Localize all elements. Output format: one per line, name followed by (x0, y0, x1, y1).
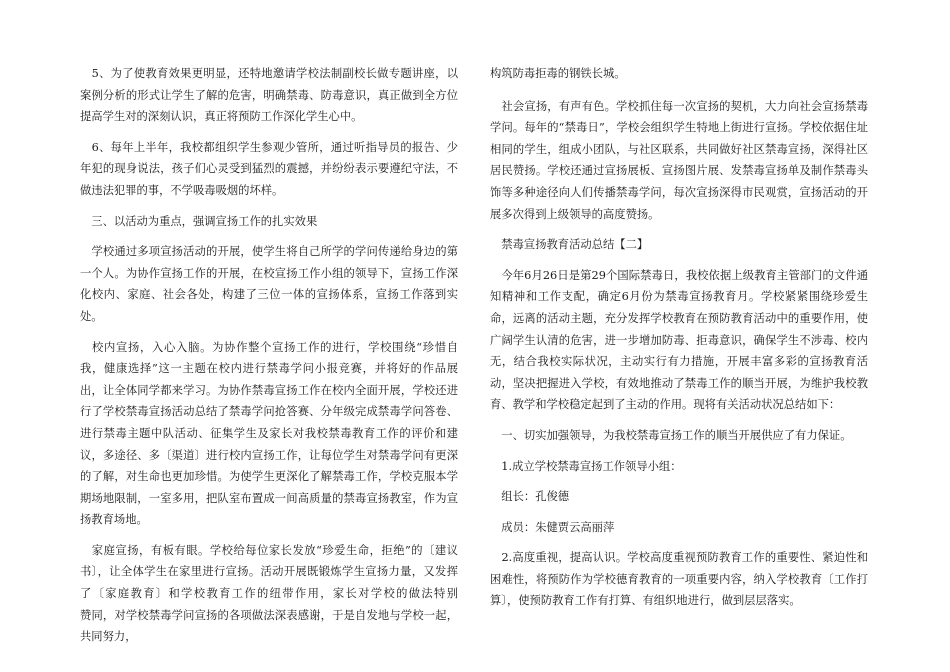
paragraph-family-publicity: 家庭宣扬，有板有眼。学校给每位家长发放“珍爱生命，拒绝”的〔建议书〕，让全体学生在家里进行宣扬。活动开展既锻炼学生宣扬力量，又发挥了〔家庭教育〕和学校教育工作的纽带作用，家长对学校的做法特别 赞同，对学校禁毒学问宣扬的各项做法深表感谢，于是自发地与学校一起，共同努力， (80, 543, 492, 644)
left-column (80, 63, 492, 648)
section-title-summary-2: 禁毒宣扬教育活动总结【二】 (490, 238, 649, 252)
list-item-group-members: 成员：朱健贾云高丽萍 (490, 520, 615, 534)
paragraph-social-publicity: 社会宣扬，有声有色。学校抓住每一次宣扬的契机，大力向社会宣扬禁毒学问。每年的“禁毒日”，学校会组织学生特地上街进行宣扬。学校依据住址相同的学生，组成小团队，与社区联系，共同做好社区禁毒宣扬，深得社区居民赞扬。学校还通过宣扬展板、宣扬图片展、发禁毒宣扬单及制作禁毒头饰等多种途径向人们传播禁毒学问，每次宣扬深得市民观赏，宣扬活动的开展多次得到上级领导的高度赞扬。 (490, 99, 868, 221)
list-item-group-leader: 组长：孔俊德 (490, 490, 570, 504)
right-column (490, 63, 868, 612)
paragraph-summary-intro: 今年6月26日是第29个国际禁毒日，我校依据上级教育主管部门的文件通知精神和工作支配，确定6月份为禁毒宣扬教育月。学校紧紧围绕珍爱生命，远离的活动主题，充分发挥学校教育在预防教育活动中的重要作用，使广阔学生认清的危害，进一步增加防毒、拒毒意识，确保学生不涉毒、校内无，结合我校实际状况，主动实行有力措施，开展丰富多彩的宣扬教育活动，坚决把握进入学校，有效地推动了禁毒工作的顺当开展，为维护我校教育、教学和学校稳定起到了主动的作用。现将有关活动状况总结如下： (490, 268, 868, 412)
section-heading-1: 一、切实加强领导，为我校禁毒宣扬工作的顺当开展供应了有力保证。 (490, 428, 852, 442)
paragraph-item-5: 5、为了使教育效果更明显，还特地邀请学校法制副校长做专题讲座，以案例分析的形式让学生了解的危害，明确禁毒、防毒意识，真正做到全方位提高学生对的深刻认识，真正将预防工作深化学生心中。 (80, 67, 458, 124)
paragraph-attention: 2.高度重视，提高认识。学校高度重视预防教育工作的重要性、紧迫性和困难性，将预防作为学校德育教育的一项重要内容，纳入学校教育〔工作打算〕，使预防教育工作有打算、有组织地进行，做到层层落实。 (490, 551, 868, 608)
section-heading-3: 三、以活动为重点，强调宣扬工作的扎实效果 (80, 214, 318, 228)
paragraph-campus-publicity: 校内宣扬，入心入脑。为协作整个宣扬工作的进行，学校围绕“珍惜自我，健康选择”这一主题在校内进行禁毒学问小报竞赛，并将好的作品展出，让全体同学都来学习。为协作禁毒宣扬工作在校内全面开展，学校还进行了学校禁毒宣扬活动总结了禁毒学问抢答赛、分年级完成禁毒学问答卷、进行禁毒主题中队活动、征集学生及家长对我校禁毒教育工作的评价和建议，多途径、多〔渠道〕进行校内宣扬工作，让每位学生对禁毒学问有更深的了解，对生命也更加珍惜。为使学生更深化了解禁毒工作，学校克服本学期场地限制，一室多用，把队室布置成一间高质量的禁毒宣扬教室，作为宣扬教育场地。 (80, 340, 458, 527)
paragraph-item-6: 6、每年上半年，我校都组织学生参观少管所，通过听指导员的报告、少年犯的现身说法，孩子们心灵受到猛烈的震撼，并纷纷表示要遵纪守法，不做违法犯罪的事，不学吸毒吸烟的坏样。 (80, 140, 458, 197)
paragraph-activities-intro: 学校通过多项宣扬活动的开展，使学生将自己所学的学问传递给身边的第一个人。为协作宣扬工作的开展，在校宣扬工作小组的领导下，宣扬工作深化校内、家庭、社会各处，构建了三位一体的宣扬体系，宣扬工作落到实处。 (80, 245, 458, 323)
list-item-leading-group: 1.成立学校禁毒宣扬工作领导小组： (490, 459, 682, 473)
paragraph-continuation: 构筑防毒拒毒的钢铁长城。 (490, 67, 626, 80)
